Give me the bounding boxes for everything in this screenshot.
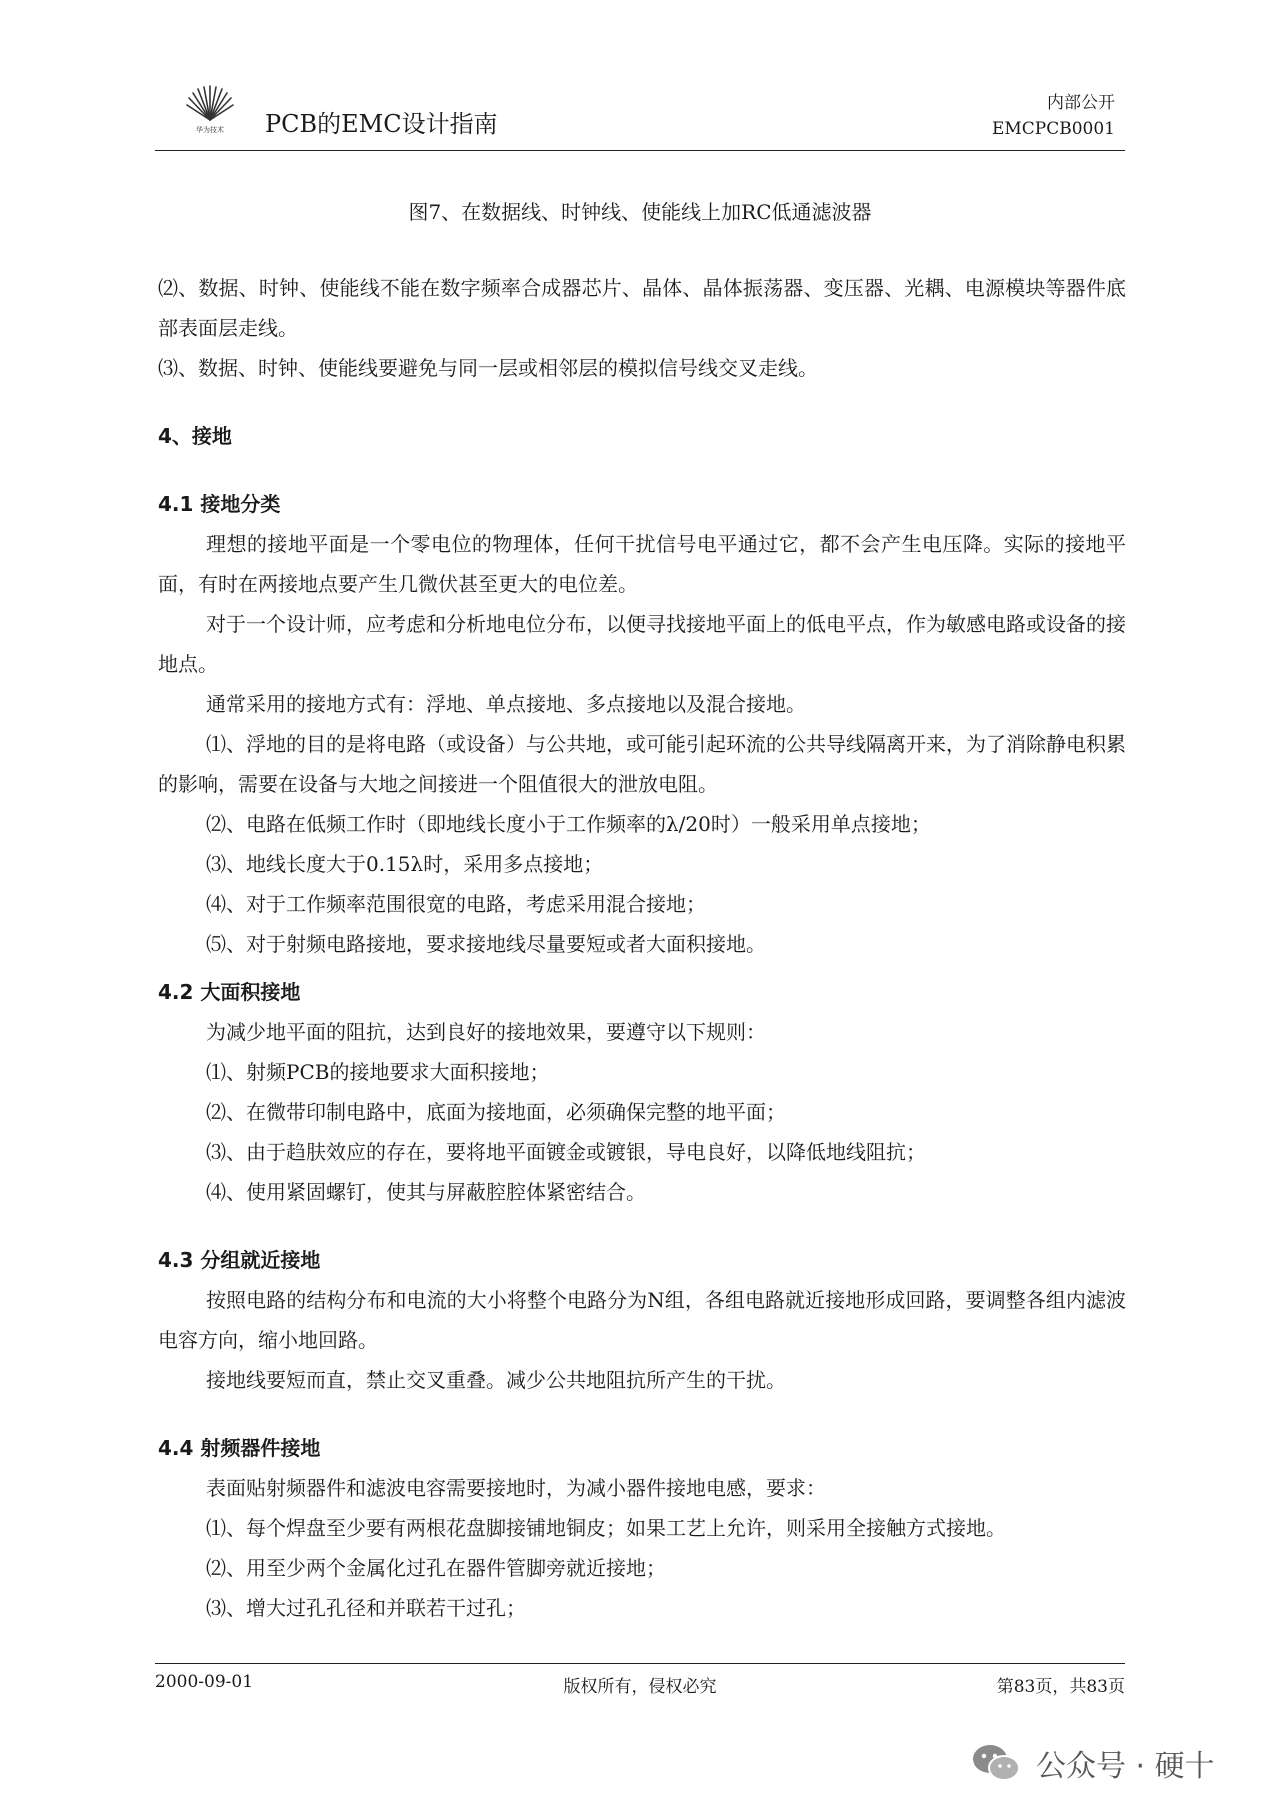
subsection-heading: 4.4 射频器件接地 xyxy=(158,1436,321,1460)
list-item: ⑴、浮地的目的是将电路（或设备）与公共地，或可能引起环流的公共导线隔离开来，为了消除静电积累的影响，需要在设备与大地之间接进一个阻值很大的泄放电阻。 xyxy=(158,732,1126,796)
list-item: ⑸、对于射频电路接地，要求接地线尽量要短或者大面积接地。 xyxy=(206,932,766,956)
list-item: ⑴、射频PCB的接地要求大面积接地； xyxy=(206,1060,550,1084)
watermark-text: 公众号 · 硬十 xyxy=(1036,1749,1215,1784)
section-heading: 4、接地 xyxy=(158,424,232,448)
list-item: ⑴、每个焊盘至少要有两根花盘脚接铺地铜皮；如果工艺上允许，则采用全接触方式接地。 xyxy=(206,1516,1006,1540)
list-item: ⑷、对于工作频率范围很宽的电路，考虑采用混合接地； xyxy=(206,892,706,916)
footer-date: 2000-09-01 xyxy=(155,1672,254,1692)
paragraph: 通常采用的接地方式有：浮地、单点接地、多点接地以及混合接地。 xyxy=(206,692,806,716)
paragraph: 接地线要短而直，禁止交叉重叠。减少公共地阻抗所产生的干扰。 xyxy=(206,1368,786,1392)
paragraph: 按照电路的结构分布和电流的大小将整个电路分为N组，各组电路就近接地形成回路，要调整各组内滤波电容方向，缩小地回路。 xyxy=(158,1288,1126,1352)
subsection-heading: 4.1 接地分类 xyxy=(158,492,281,516)
huawei-logo-icon xyxy=(185,80,235,136)
paragraph: ⑶、数据、时钟、使能线要避免与同一层或相邻层的模拟信号线交叉走线。 xyxy=(158,356,818,380)
paragraph: ⑵、数据、时钟、使能线不能在数字频率合成器芯片、晶体、晶体振荡器、变压器、光耦、电源模块等器件底部表面层走线。 xyxy=(158,276,1126,340)
list-item: ⑶、增大过孔孔径和并联若干过孔； xyxy=(206,1596,526,1620)
subsection-heading: 4.3 分组就近接地 xyxy=(158,1248,321,1272)
document-code: EMCPCB0001 xyxy=(991,119,1115,139)
page-footer xyxy=(155,1663,1125,1704)
figure-caption: 图7、在数据线、时钟线、使能线上加RC低通滤波器 xyxy=(408,200,872,224)
paragraph: 对于一个设计师，应考虑和分析地电位分布，以便寻找接地平面上的低电平点，作为敏感电路或设备的接地点。 xyxy=(158,612,1126,676)
logo-text: 华为技术 xyxy=(196,126,224,134)
wechat-icon xyxy=(970,1742,1022,1784)
list-item: ⑵、用至少两个金属化过孔在器件管脚旁就近接地； xyxy=(206,1556,666,1580)
list-item: ⑵、电路在低频工作时（即地线长度小于工作频率的λ/20时）一般采用单点接地； xyxy=(206,812,931,836)
page-header xyxy=(155,70,1125,151)
document-title: PCB的EMC设计指南 xyxy=(265,110,498,138)
footer-copyright: 版权所有，侵权必究 xyxy=(563,1677,717,1697)
paragraph: 为减少地平面的阻抗，达到良好的接地效果，要遵守以下规则： xyxy=(206,1020,766,1044)
paragraph: 理想的接地平面是一个零电位的物理体，任何干扰信号电平通过它，都不会产生电压降。实际的接地平面，有时在两接地点要产生几微伏甚至更大的电位差。 xyxy=(158,532,1126,596)
list-item: ⑵、在微带印制电路中，底面为接地面，必须确保完整的地平面； xyxy=(206,1100,786,1124)
classification-label: 内部公开 xyxy=(1047,93,1115,113)
footer-page-number: 第83页，共83页 xyxy=(996,1677,1125,1697)
watermark xyxy=(970,1738,1215,1788)
subsection-heading: 4.2 大面积接地 xyxy=(158,980,301,1004)
list-item: ⑶、由于趋肤效应的存在，要将地平面镀金或镀银，导电良好，以降低地线阻抗； xyxy=(206,1140,926,1164)
list-item: ⑷、使用紧固螺钉，使其与屏蔽腔腔体紧密结合。 xyxy=(206,1180,646,1204)
page-content xyxy=(158,268,1126,1628)
paragraph: 表面贴射频器件和滤波电容需要接地时，为减小器件接地电感，要求： xyxy=(206,1476,826,1500)
list-item: ⑶、地线长度大于0.15λ时，采用多点接地； xyxy=(206,852,604,876)
